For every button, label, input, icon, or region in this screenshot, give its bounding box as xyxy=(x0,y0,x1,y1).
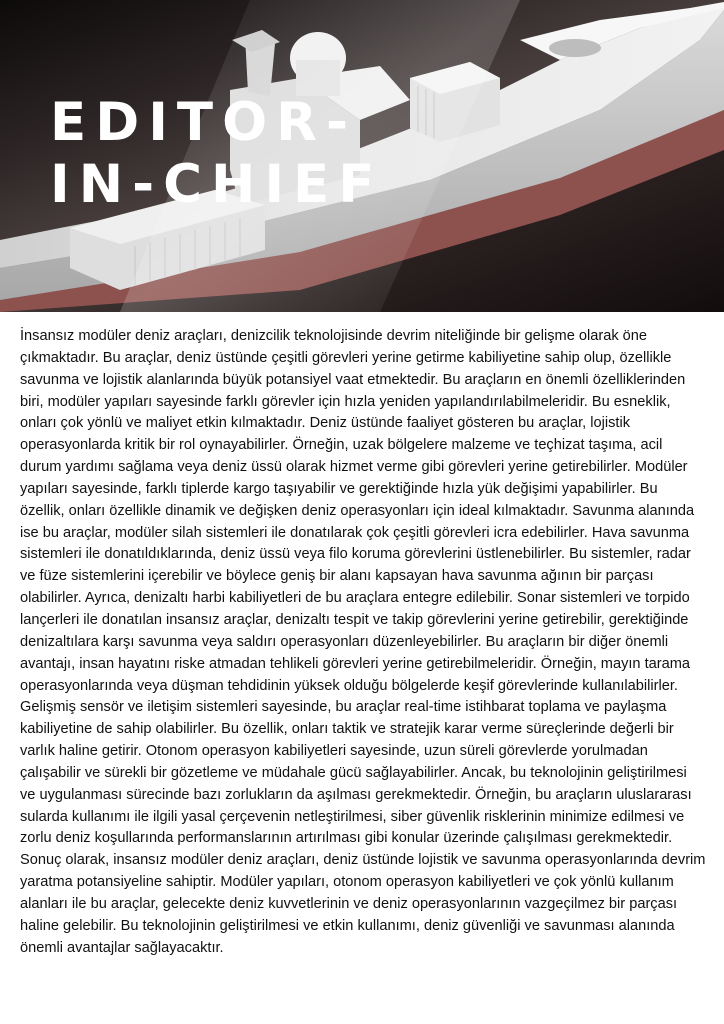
page-title xyxy=(50,92,383,216)
article-body: İnsansız modüler deniz araçları, denizcilik teknolojisinde devrim niteliğinde bir gelişme olarak öne çıkmaktadır. Bu araçlar, deniz üstünde çeşitli görevleri yerine getirme kabiliyetine sahip olup, özellikle savunma ve lojistik alanlarında büyük potansiyel vaat etmektedir. Bu araçların en önemli özelliklerinden biri, modüler yapıları sayesinde farklı görevler için hızla yeniden yapılandırılabilmeleridir. Bu esneklik, onları çok yönlü ve maliyet etkin kılmaktadır. Deniz üstünde faaliyet gösteren bu araçlar, lojistik operasyonlarda kritik bir rol oynayabilirler. Örneğin, uzak bölgelere malzeme ve teçhizat taşıma, acil durum yardımı sağlama veya deniz üssü olarak hizmet verme gibi görevleri yerine getirebilirler. Modüler yapıları sayesinde, farklı tiplerde kargo taşıyabilir ve gerektiğinde hızla yük değişimi yapabilirler. Bu özellik, onları özellikle dinamik ve değişken deniz operasyonları için ideal kılmaktadır. Savunma alanında ise bu araçlar, modüler silah sistemleri ile donatılarak çok çeşitli görevleri icra edebilirler. Hava savunma sistemleri ile donatıldıklarında, deniz üssü veya filo koruma görevlerini üstlenebilirler. Bu sistemler, radar ve füze sistemlerini içerebilir ve böylece geniş bir alanı kapsayan hava savunma ağının bir parçası olabilirler. Ayrıca, denizaltı harbi kabiliyetleri de bu araçlara entegre edilebilir. Sonar sistemleri ve torpido lançerleri ile donatılan insansız araçlar, denizaltı tespit ve takip görevlerini yerine getirebilir, gerektiğinde denizaltılara karşı savunma veya saldırı operasyonları düzenleyebilirler. Bu araçların bir diğer önemli avantajı, insan hayatını riske atmadan tehlikeli görevleri yerine getirebilmeleridir. Örneğin, mayın tarama operasyonlarında veya düşman tehdidinin yüksek olduğu bölgelerde keşif görevlerinde kullanılabilirler. Gelişmiş sensör ve iletişim sistemleri sayesinde, bu araçlar real-time istihbarat toplama ve paylaşma kabiliyetine de sahip olabilirler. Bu özellik, onları taktik ve stratejik karar verme süreçlerinde değerli bir varlık haline getirir. Otonom operasyon kabiliyetleri sayesinde, uzun süreli görevlerde yorulmadan çalışabilir ve sürekli bir gözetleme ve müdahale gücü sağlayabilirler. Ancak, bu teknolojinin geliştirilmesi ve uygulanması sürecinde bazı zorlukların da aşılması gerekmektedir. Örneğin, bu araçların uluslararası sularda kullanımı ile ilgili yasal çerçevenin netleştirilmesi, siber güvenlik risklerinin minimize edilmesi ve zorlu deniz koşullarında performanslarının artırılması gibi konular üzerinde çalışılması gerekmektedir. Sonuç olarak, insansız modüler deniz araçları, deniz üstünde lojistik ve savunma operasyonlarında devrim yaratma potansiyeline sahiptir. Modüler yapıları, otonom operasyon kabiliyetleri ve çok yönlü kullanım alanları ile bu araçlar, gelecekte deniz kuvvetlerinin ve deniz operasyonlarının vazgeçilmez bir parçası haline gelebilir. Bu teknolojinin geliştirilmesi ve etkin kullanımı, deniz güvenliği ve savunması alanında önemli avantajlar sağlayacaktır. xyxy=(20,328,706,956)
title-line-2: IN-CHIEF xyxy=(50,154,384,215)
hero-image xyxy=(0,0,724,312)
title-line-1: EDITOR- xyxy=(50,92,357,153)
